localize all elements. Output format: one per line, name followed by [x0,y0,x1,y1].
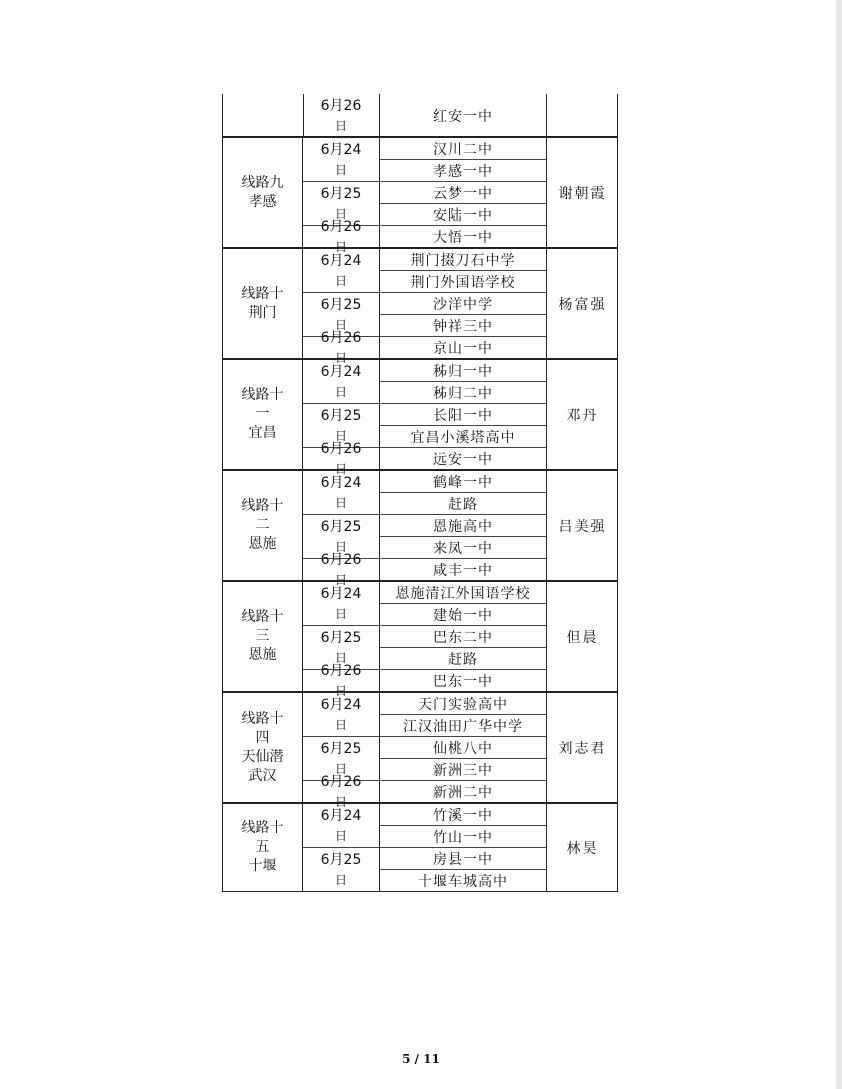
date-suffix: 日 [334,118,347,133]
route-block [222,581,618,698]
route-line: 恩施 [248,647,277,663]
date-day: 6月26 [320,97,362,114]
route-line: 线路十 [241,498,284,514]
school-cell: 长阳一中 [379,404,547,426]
person-cell: 杨富强 [558,296,607,313]
date-day: 6月26 [320,441,362,457]
school-cell: 孝感一中 [379,160,547,182]
school-cell: 钟祥三中 [379,315,547,337]
route-block [222,94,618,137]
date-suffix: 日 [334,573,347,587]
date-suffix: 日 [334,462,347,476]
date-suffix: 日 [334,650,347,665]
date-suffix: 日 [334,317,347,332]
school-cell: 红安一中 [379,94,547,137]
date-cell [303,693,379,737]
date-cell [303,804,379,848]
date-day: 6月25 [320,185,362,202]
date-suffix: 日 [334,606,347,621]
date-day: 6月25 [320,518,362,535]
route-cell-empty [223,94,304,136]
date-day: 6月24 [320,141,362,158]
date-suffix: 日 [334,384,347,399]
date-day: 6月25 [320,852,362,868]
route-cell [223,360,303,469]
school-cell: 新洲二中 [379,781,547,803]
date-suffix: 日 [334,761,347,776]
date-cell [303,582,379,626]
route-block [222,803,618,892]
date-suffix: 日 [334,273,347,288]
date-day: 6月25 [320,407,362,424]
route-block [222,470,618,587]
route-line: 武汉 [248,767,277,784]
route-line: 线路九 [241,174,284,191]
school-cell: 恩施清江外国语学校 [379,582,547,604]
school-cell: 竹山一中 [379,826,547,848]
route-line: 五 [255,839,270,855]
route-line: 线路十 [241,609,284,625]
route-block [222,137,618,254]
person-cell: 谢朝霞 [558,185,607,202]
date-cell [303,774,379,809]
route-line: 三 [255,628,270,644]
date-suffix: 日 [334,428,347,443]
route-line: 天仙潜 [241,748,284,765]
date-suffix: 日 [334,795,347,809]
school-cell: 安陆一中 [379,204,547,226]
route-block [222,692,618,809]
date-day: 6月25 [320,296,362,313]
date-suffix: 日 [334,495,347,510]
date-day: 6月26 [320,552,362,568]
school-cell: 房县一中 [379,848,547,870]
date-day: 6月26 [320,663,362,679]
school-cell: 鹤峰一中 [379,471,547,493]
date-cell [303,848,379,892]
date-cell [303,552,379,587]
date-day: 6月25 [320,629,362,646]
date-cell [303,249,379,293]
date-day: 6月26 [320,774,362,790]
date-suffix: 日 [334,873,347,887]
date-suffix: 日 [334,684,347,698]
date-day: 6月26 [320,330,362,346]
person-cell-empty [547,94,618,136]
person-cell: 邓丹 [566,407,599,424]
route-cell [223,138,303,247]
date-day: 6月24 [320,252,362,269]
person-cell: 刘志君 [558,740,607,757]
school-cell: 京山一中 [379,337,547,359]
route-block [222,359,618,476]
person-cell: 但晨 [566,629,599,646]
school-cell: 巴东二中 [379,626,547,648]
route-line: 线路十 [241,710,284,727]
school-cell: 宜昌小溪塔高中 [379,426,547,448]
date-cell [303,330,379,365]
school-cell: 远安一中 [379,448,547,470]
date-cell [303,441,379,476]
school-cell: 赶路 [379,648,547,670]
date-suffix: 日 [334,206,347,221]
school-cell: 赶路 [379,493,547,515]
date-cell [303,94,379,137]
date-suffix: 日 [334,539,347,554]
date-suffix: 日 [334,162,347,177]
date-cell [303,360,379,404]
route-line: 线路十 [241,820,284,836]
date-day: 6月26 [320,219,362,235]
school-cell: 仙桃八中 [379,737,547,759]
route-cell [223,693,303,802]
school-cell: 江汉油田广华中学 [379,715,547,737]
school-cell: 来凤一中 [379,537,547,559]
school-cell: 建始一中 [379,604,547,626]
page-number: 5 / 11 [402,1052,440,1066]
school-cell: 巴东一中 [379,670,547,692]
route-line: 一 [255,406,270,422]
date-day: 6月24 [320,474,362,491]
school-cell: 云梦一中 [379,182,547,204]
route-line: 孝感 [248,193,277,210]
route-cell [223,582,303,691]
school-cell: 新洲三中 [379,759,547,781]
route-line: 荆门 [248,304,277,321]
route-line: 线路十 [241,285,284,302]
school-cell: 恩施高中 [379,515,547,537]
route-cell [223,471,303,580]
date-day: 6月24 [320,696,362,713]
school-cell: 荆门掇刀石中学 [379,249,547,271]
route-line: 四 [255,729,270,746]
school-cell: 咸丰一中 [379,559,547,581]
date-day: 6月24 [320,363,362,380]
route-line: 宜昌 [248,425,277,441]
date-suffix: 日 [334,717,347,732]
route-line: 十堰 [248,858,277,874]
schedule-table [222,94,620,1014]
route-cell [223,249,303,358]
school-cell: 沙洋中学 [379,293,547,315]
date-day: 6月24 [320,807,362,824]
date-day: 6月25 [320,740,362,757]
route-cell [223,804,303,891]
route-block [222,248,618,365]
route-line: 二 [255,517,270,533]
school-cell: 荆门外国语学校 [379,271,547,293]
school-cell: 十堰车城高中 [379,870,547,892]
school-cell: 大悟一中 [379,226,547,248]
date-cell [303,471,379,515]
school-cell: 竹溪一中 [379,804,547,826]
date-cell [303,219,379,254]
date-suffix: 日 [334,828,347,843]
date-suffix: 日 [334,240,347,254]
date-suffix: 日 [334,351,347,365]
person-cell: 吕美强 [558,518,607,535]
date-cell [303,663,379,698]
route-line: 恩施 [248,536,277,552]
school-cell: 秭归二中 [379,382,547,404]
person-cell: 林昊 [566,840,599,857]
page-edge-shadow [836,0,842,1089]
school-cell: 秭归一中 [379,360,547,382]
school-cell: 天门实验高中 [379,693,547,715]
route-line: 线路十 [241,387,284,403]
date-day: 6月24 [320,585,362,602]
school-cell: 汉川二中 [379,138,547,160]
date-cell [303,138,379,182]
